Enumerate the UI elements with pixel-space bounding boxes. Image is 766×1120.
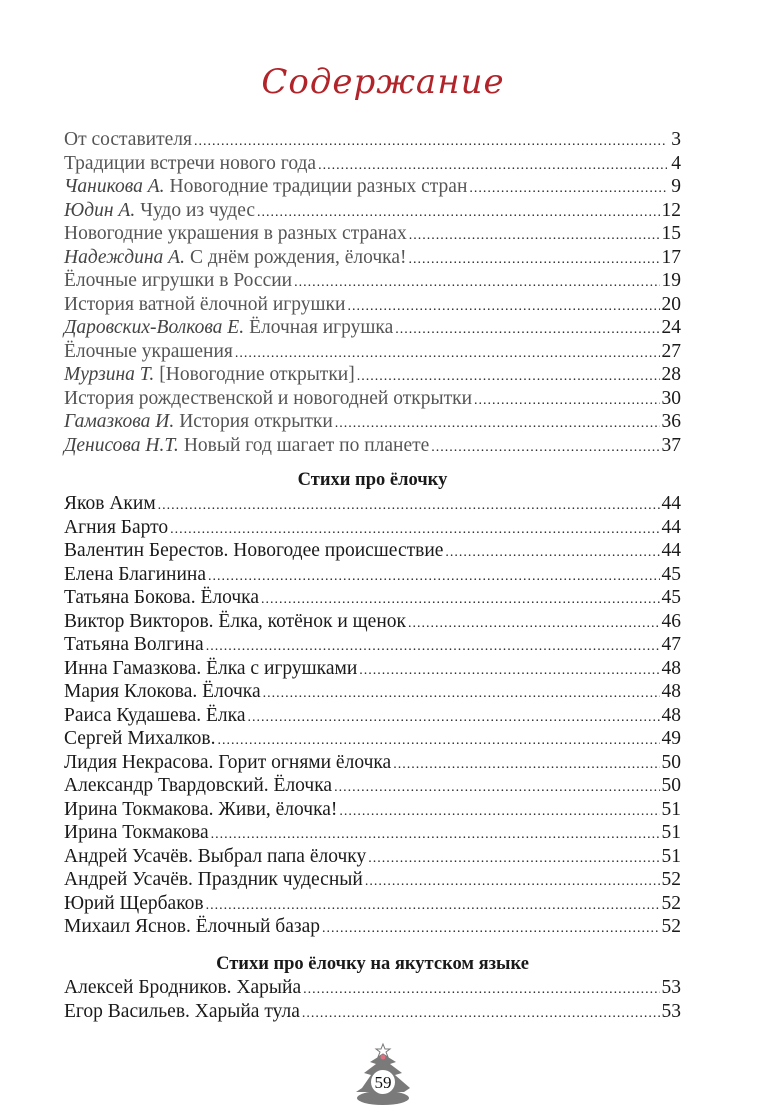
toc-entry bbox=[64, 657, 681, 681]
dot-leader bbox=[248, 704, 660, 730]
entry-page: 51 bbox=[661, 845, 681, 867]
dot-leader bbox=[294, 269, 659, 295]
entry-author: Денисова Н.Т. bbox=[64, 434, 179, 456]
dot-leader bbox=[445, 539, 659, 565]
entry-title: Татьяна Бокова. Ёлочка bbox=[64, 587, 259, 608]
entry-author: Надеждина А. bbox=[64, 246, 185, 268]
entry-title: Виктор Викторов. Ёлка, котёнок и щенок bbox=[64, 610, 406, 632]
toc-entry bbox=[64, 539, 681, 563]
toc-entry bbox=[64, 1000, 681, 1024]
entry-title: Егор Васильев. Харыйа тула bbox=[64, 1000, 300, 1022]
dot-leader bbox=[395, 316, 659, 342]
entry-title: Елена Благинина bbox=[64, 563, 206, 585]
dot-leader bbox=[302, 1000, 660, 1026]
entry-author: Юдин А. bbox=[64, 199, 136, 221]
dot-leader bbox=[408, 246, 659, 272]
toc-entry bbox=[64, 586, 681, 610]
entry-page: 45 bbox=[661, 563, 681, 585]
toc-entry bbox=[64, 915, 681, 939]
dot-leader bbox=[409, 222, 660, 248]
entry-title: От составителя bbox=[64, 129, 192, 150]
entry-title: Татьяна Волгина bbox=[64, 634, 204, 655]
toc-entry bbox=[64, 892, 681, 916]
dot-leader bbox=[393, 751, 659, 777]
entry-page: 3 bbox=[671, 129, 681, 150]
dot-leader bbox=[469, 175, 667, 201]
toc-entry bbox=[64, 845, 681, 869]
entry-title: Агния Барто bbox=[64, 516, 169, 538]
dot-leader bbox=[339, 798, 659, 824]
entry-page: 20 bbox=[661, 293, 681, 315]
toc-section-2 bbox=[64, 468, 681, 939]
dot-leader bbox=[206, 892, 660, 918]
toc-entry bbox=[64, 680, 681, 704]
entry-page: 53 bbox=[661, 1000, 681, 1022]
entry-page: 19 bbox=[661, 270, 681, 291]
dot-leader bbox=[357, 363, 660, 389]
toc-entry bbox=[64, 222, 681, 246]
entry-title: Юрий Щербаков bbox=[64, 892, 204, 914]
toc-entry bbox=[64, 363, 681, 387]
dot-leader bbox=[206, 633, 660, 659]
toc-entry bbox=[64, 269, 681, 293]
toc-entry bbox=[64, 976, 681, 1000]
dot-leader bbox=[208, 563, 660, 589]
dot-leader bbox=[408, 610, 660, 636]
dot-leader bbox=[170, 516, 659, 542]
toc-entry bbox=[64, 727, 681, 751]
entry-page: 50 bbox=[661, 751, 681, 773]
toc-entry bbox=[64, 316, 681, 340]
entry-page: 51 bbox=[661, 822, 681, 843]
toc-entry bbox=[64, 175, 681, 199]
dot-leader bbox=[218, 727, 660, 753]
section-heading: Стихи про ёлочку bbox=[297, 470, 448, 490]
toc-entry bbox=[64, 410, 681, 434]
entry-page: 51 bbox=[661, 798, 681, 820]
entry-page: 30 bbox=[661, 387, 681, 409]
entry-author: Гамазкова И. bbox=[64, 411, 175, 432]
dot-leader bbox=[263, 680, 660, 706]
entry-page: 15 bbox=[661, 223, 681, 244]
entry-page: 17 bbox=[661, 246, 681, 268]
entry-page: 49 bbox=[661, 728, 681, 749]
entry-page: 28 bbox=[661, 364, 681, 385]
entry-page: 50 bbox=[661, 775, 681, 796]
toc-entry bbox=[64, 633, 681, 657]
entry-title: Раиса Кудашева. Ёлка bbox=[64, 704, 246, 726]
entry-title: История рождественской и новогодней открытки bbox=[64, 387, 473, 409]
entry-title: История открытки bbox=[179, 411, 333, 432]
entry-title: Новогодние традиции разных стран bbox=[169, 176, 468, 197]
entry-page: 46 bbox=[661, 610, 681, 632]
entry-page: 37 bbox=[661, 434, 681, 456]
entry-title: Александр Твардовский. Ёлочка bbox=[64, 775, 333, 796]
entry-page: 52 bbox=[661, 869, 681, 890]
section-heading: Стихи про ёлочку на якутском языке bbox=[216, 954, 529, 974]
entry-page: 36 bbox=[661, 411, 681, 432]
toc-entry bbox=[64, 516, 681, 540]
entry-page: 44 bbox=[661, 540, 681, 561]
entry-title: Ёлочные игрушки в России bbox=[64, 270, 293, 291]
entry-title: Андрей Усачёв. Выбрал папа ёлочку bbox=[64, 845, 367, 867]
dot-leader bbox=[257, 199, 659, 225]
toc-entry bbox=[64, 563, 681, 587]
christmas-tree-emblem-icon bbox=[348, 1040, 418, 1110]
toc-entry bbox=[64, 610, 681, 634]
entry-title: С днём рождения, ёлочка! bbox=[189, 246, 407, 268]
page-title: Содержание bbox=[261, 62, 505, 102]
dot-leader bbox=[334, 774, 659, 800]
entry-page: 52 bbox=[661, 892, 681, 914]
entry-title: Михаил Яснов. Ёлочный базар bbox=[64, 916, 320, 937]
toc-entry bbox=[64, 492, 681, 516]
entry-page: 48 bbox=[661, 681, 681, 702]
dot-leader bbox=[303, 976, 659, 1002]
toc-entry bbox=[64, 774, 681, 798]
entry-page: 4 bbox=[671, 152, 681, 174]
dot-leader bbox=[194, 128, 667, 154]
entry-title: Инна Гамазкова. Ёлка с игрушками bbox=[64, 657, 358, 679]
entry-title: Валентин Берестов. Новогодее происшествие bbox=[64, 540, 444, 561]
entry-page: 52 bbox=[661, 916, 681, 937]
entry-page: 44 bbox=[661, 493, 681, 514]
entry-title: Мария Клокова. Ёлочка bbox=[64, 681, 261, 702]
toc-entry bbox=[64, 199, 681, 223]
page-number: 59 bbox=[374, 1073, 392, 1092]
toc-entry bbox=[64, 434, 681, 458]
entry-title: Ирина Токмакова. Живи, ёлочка! bbox=[64, 798, 338, 820]
toc-entry bbox=[64, 704, 681, 728]
entry-title: Яков Аким bbox=[64, 493, 156, 514]
entry-title: История ватной ёлочной игрушки bbox=[64, 293, 346, 315]
toc-entry bbox=[64, 821, 681, 845]
dot-leader bbox=[322, 915, 660, 941]
entry-page: 44 bbox=[661, 516, 681, 538]
entry-page: 27 bbox=[661, 340, 681, 362]
dot-leader bbox=[368, 845, 659, 871]
dot-leader bbox=[211, 821, 660, 847]
dot-leader bbox=[347, 293, 659, 319]
entry-title: Ирина Токмакова bbox=[64, 822, 209, 843]
entry-title: Ёлочные украшения bbox=[64, 340, 233, 362]
entry-page: 47 bbox=[661, 634, 681, 655]
entry-title: Ёлочная игрушка bbox=[249, 317, 394, 338]
entry-title: Андрей Усачёв. Праздник чудесный bbox=[64, 869, 363, 890]
entry-title: Лидия Некрасова. Горит огнями ёлочка bbox=[64, 751, 392, 773]
dot-leader bbox=[261, 586, 660, 612]
dot-leader bbox=[318, 152, 667, 178]
dot-leader bbox=[235, 340, 660, 366]
toc-entry bbox=[64, 293, 681, 317]
entry-title: Традиции встречи нового года bbox=[64, 152, 317, 174]
entry-page: 12 bbox=[661, 199, 681, 221]
entry-author: Чаникова А. bbox=[64, 176, 165, 197]
dot-leader bbox=[431, 434, 659, 460]
toc-entry bbox=[64, 868, 681, 892]
dot-leader bbox=[359, 657, 659, 683]
entry-page: 48 bbox=[661, 704, 681, 726]
dot-leader bbox=[158, 492, 660, 518]
dot-leader bbox=[365, 868, 660, 894]
toc-entry bbox=[64, 128, 681, 152]
toc-section-3 bbox=[64, 952, 681, 1023]
toc-entry bbox=[64, 246, 681, 270]
entry-title: [Новогодние открытки] bbox=[159, 364, 355, 385]
entry-title: Новый год шагает по планете bbox=[183, 434, 430, 456]
entry-page: 48 bbox=[661, 657, 681, 679]
entry-page: 45 bbox=[661, 587, 681, 608]
entry-title: Алексей Бродников. Харыйа bbox=[64, 977, 302, 998]
dot-leader bbox=[474, 387, 659, 413]
toc-section-1 bbox=[64, 128, 681, 457]
entry-page: 9 bbox=[671, 176, 681, 197]
entry-author: Мурзина Т. bbox=[64, 364, 155, 385]
toc-entry bbox=[64, 387, 681, 411]
toc-entry bbox=[64, 751, 681, 775]
entry-page: 24 bbox=[661, 317, 681, 338]
toc-entry bbox=[64, 340, 681, 364]
entry-title: Сергей Михалков. bbox=[64, 728, 216, 749]
entry-title: Новогодние украшения в разных странах bbox=[64, 223, 407, 244]
entry-title: Чудо из чудес bbox=[140, 199, 256, 221]
toc-entry bbox=[64, 798, 681, 822]
dot-leader bbox=[335, 410, 660, 436]
entry-page: 53 bbox=[661, 977, 681, 998]
entry-author: Даровских-Волкова Е. bbox=[64, 317, 245, 338]
toc-entry bbox=[64, 152, 681, 176]
